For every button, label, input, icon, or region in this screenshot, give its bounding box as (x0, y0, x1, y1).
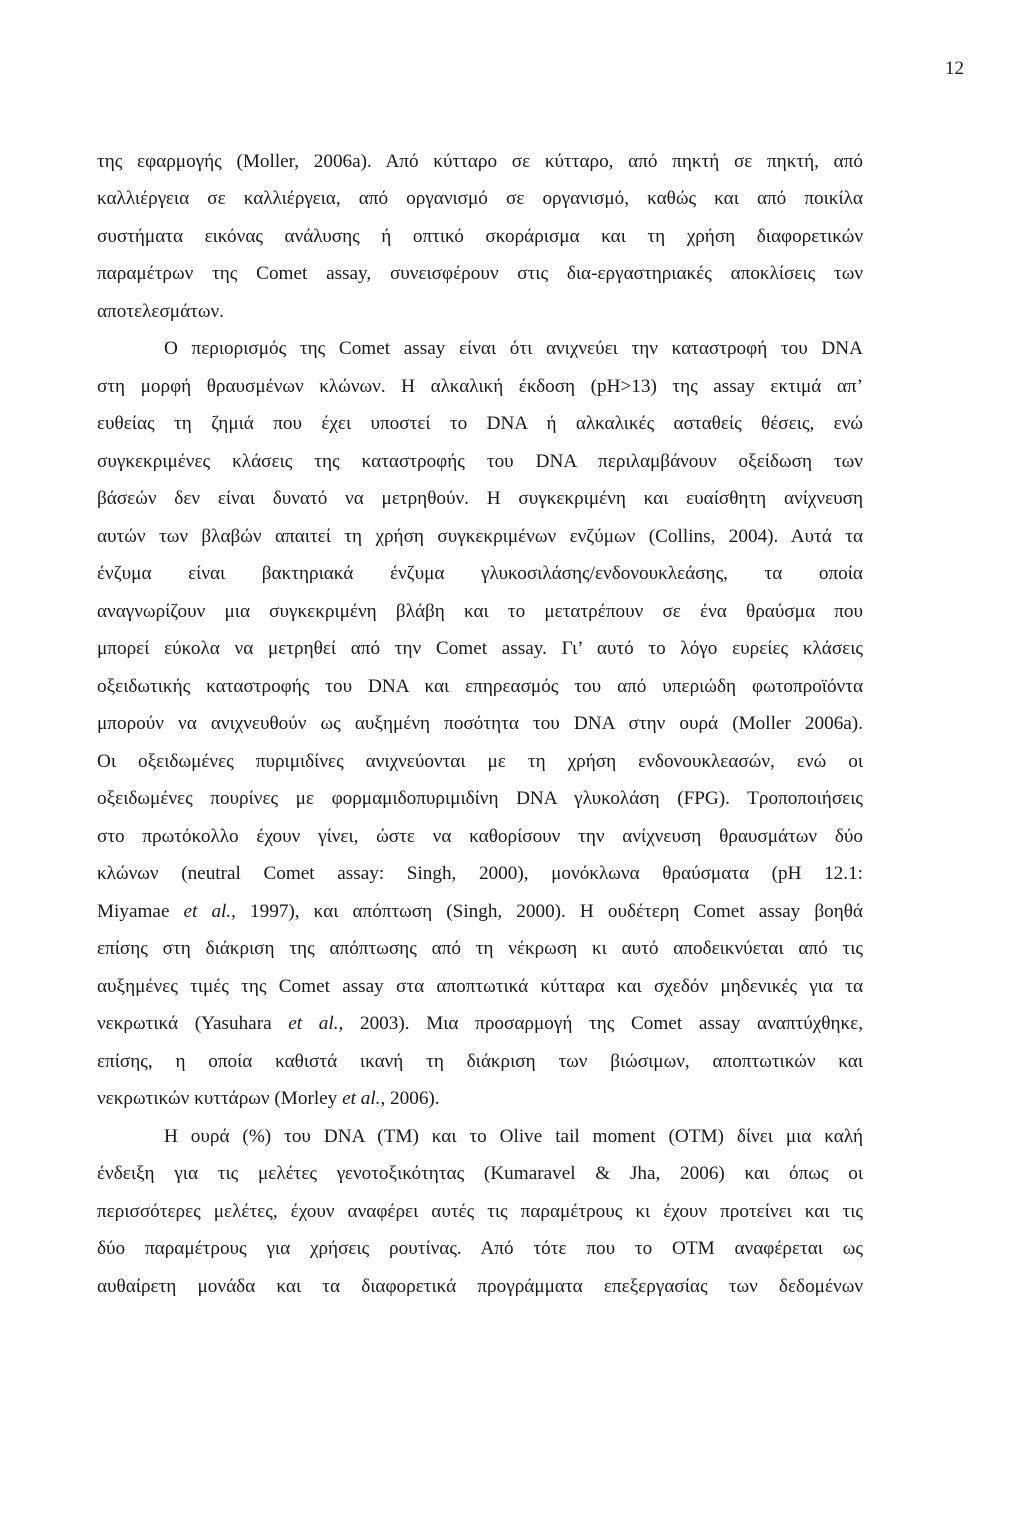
text-line: Οι οξειδωμένες πυριμιδίνες ανιχνεύονται με τη χρήση ενδονουκλεασών, ενώ οι (97, 751, 863, 772)
text-line: ένζυμα είναι βακτηριακά ένζυμα γλυκοσιλάσης/ενδονουκλεάσης, τα οποία (97, 563, 863, 584)
text-line: παραμέτρων της Comet assay, συνεισφέρουν στις δια-εργαστηριακές αποκλίσεις των (97, 263, 863, 284)
text-line: συστήματα εικόνας ανάλυσης ή οπτικό σκοράρισμα και τη χρήση διαφορετικών (97, 226, 863, 247)
text-line: ένδειξη για τις μελέτες γενοτοξικότητας (Kumaravel & Jha, 2006) και όπως οι (97, 1163, 863, 1184)
text-line: Η ουρά (%) του DNA (TM) και το Olive tail moment (OTM) δίνει μια καλή (164, 1126, 863, 1147)
text-line: οξειδωτικής καταστροφής του DNA και επηρεασμός του από υπεριώδη φωτοπροϊόντα (97, 676, 863, 697)
text-line: μπορούν να ανιχνευθούν ως αυξημένη ποσότητα του DNA στην ουρά (Moller 2006a). (97, 713, 863, 734)
text-line: της εφαρμογής (Moller, 2006a). Από κύτταρο σε κύτταρο, από πηκτή σε πηκτή, από (97, 151, 863, 172)
text-line: στη μορφή θραυσμένων κλώνων. Η αλκαλική έκδοση (pH>13) της assay εκτιμά απ’ (97, 376, 863, 397)
text-line: επίσης, η οποία καθιστά ικανή τη διάκριση των βιώσιμων, αποπτωτικών και (97, 1051, 863, 1072)
text-line: βάσεών δεν είναι δυνατό να μετρηθούν. Η συγκεκριμένη και ευαίσθητη ανίχνευση (97, 488, 863, 509)
et-al-italic: et al. (183, 901, 232, 922)
text-line: νεκρωτικά (Yasuhara et al., 2003). Μια προσαρμογή της Comet assay αναπτύχθηκε, (97, 1013, 863, 1034)
text-line: περισσότερες μελέτες, έχουν αναφέρει αυτές τις παραμέτρους κι έχουν προτείνει και τις (97, 1201, 863, 1222)
page-number: 12 (945, 58, 964, 79)
text-line: συγκεκριμένες κλάσεις της καταστροφής του DNA περιλαμβάνουν οξείδωση των (97, 451, 863, 472)
text-line: οξειδωμένες πουρίνες με φορμαμιδοπυριμιδίνη DNA γλυκολάση (FPG). Τροποποιήσεις (97, 788, 863, 809)
text-line: στο πρωτόκολλο έχουν γίνει, ώστε να καθορίσουν την ανίχνευση θραυσμάτων δύο (97, 826, 863, 847)
text-line: Ο περιορισμός της Comet assay είναι ότι ανιχνεύει την καταστροφή του DNA (164, 338, 863, 359)
text-line: αποτελεσμάτων. (97, 301, 224, 322)
text-line: ευθείας τη ζημιά που έχει υποστεί το DNA ή αλκαλικές ασταθείς θέσεις, ενώ (97, 413, 863, 434)
text-line: δύο παραμέτρους για χρήσεις ρουτίνας. Από τότε που το OTM αναφέρεται ως (97, 1238, 863, 1259)
et-al-italic: et al. (342, 1088, 381, 1109)
text-line: αναγνωρίζουν μια συγκεκριμένη βλάβη και το μετατρέπουν σε ένα θραύσμα που (97, 601, 863, 622)
text-line: νεκρωτικών κυττάρων (Morley et al., 2006). (97, 1088, 440, 1109)
text-line: αυθαίρετη μονάδα και τα διαφορετικά προγράμματα επεξεργασίας των δεδομένων (97, 1276, 863, 1297)
text-line: κλώνων (neutral Comet assay: Singh, 2000), μονόκλωνα θραύσματα (pH 12.1: (97, 863, 863, 884)
et-al-italic: et al. (288, 1013, 339, 1034)
text-line: αυτών των βλαβών απαιτεί τη χρήση συγκεκριμένων ενζύμων (Collins, 2004). Αυτά τα (97, 526, 863, 547)
text-line: μπορεί εύκολα να μετρηθεί από την Comet assay. Γι’ αυτό το λόγο ευρείες κλάσεις (97, 638, 863, 659)
text-line: επίσης στη διάκριση της απόπτωσης από τη νέκρωση κι αυτό αποδεικνύεται από τις (97, 938, 863, 959)
text-line: καλλιέργεια σε καλλιέργεια, από οργανισμό σε οργανισμό, καθώς και από ποικίλα (97, 188, 863, 209)
text-line: αυξημένες τιμές της Comet assay στα αποπτωτικά κύτταρα και σχεδόν μηδενικές για τα (97, 976, 863, 997)
text-line: Miyamae et al., 1997), και απόπτωση (Singh, 2000). Η ουδέτερη Comet assay βοηθά (97, 901, 863, 922)
